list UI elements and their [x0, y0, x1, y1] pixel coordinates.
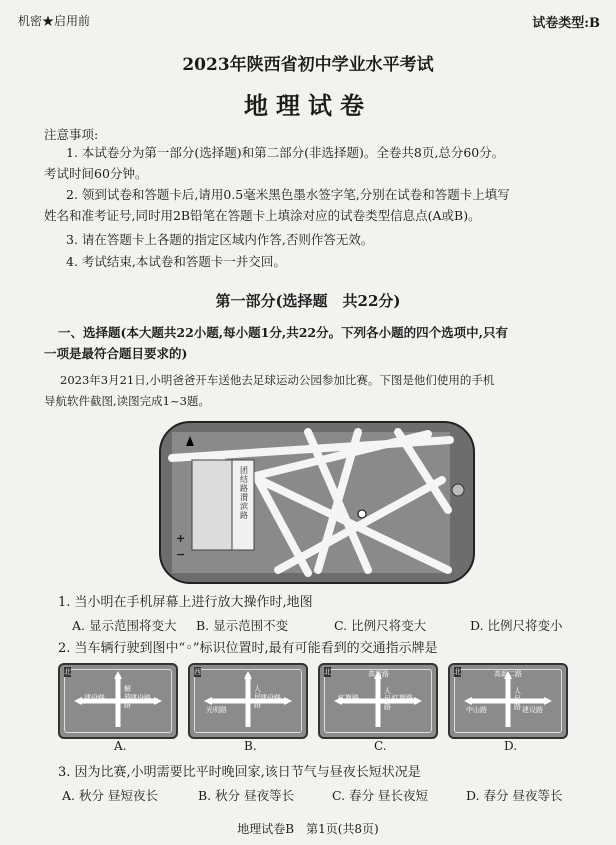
vehicle-marker-icon: [358, 510, 366, 518]
traffic-sign-b: 西 光明路 建设路 人民路: [188, 663, 308, 739]
traffic-sign-c: 北 高新路 红旗路 红旗路 人民路: [318, 663, 438, 739]
home-button-icon: [452, 484, 464, 496]
option-c: C. 春分 昼长夜短: [332, 788, 429, 803]
traffic-signs: [0, 663, 616, 753]
option-c: C. 比例尺将变大: [334, 618, 427, 633]
sign-letter: A.: [114, 739, 127, 753]
context-text: 2023年3月21日,小明爸爸开车送他去足球运动公园参加比赛。下图是他们使用的手机: [60, 373, 495, 387]
question-stem: 1. 当小明在手机屏幕上进行放大操作时,地图: [58, 595, 313, 610]
traffic-sign-a: 北 建设路 建设路 解放路: [58, 663, 178, 739]
notice-item: 1. 本试卷分为第一部分(选择题)和第二部分(非选择题)。全卷共8页,总分60分。: [66, 145, 505, 160]
sign-letter: B.: [244, 739, 257, 753]
subject-title: 地理试卷: [244, 91, 372, 120]
section-title: 第一部分(选择题 共22分): [215, 292, 401, 310]
option-b: B. 秋分 昼夜等长: [198, 788, 295, 803]
question-stem: 3. 因为比赛,小明需要比平时晚回家,该日节气与昼夜长短状况是: [58, 765, 421, 780]
option-d: D. 比例尺将变小: [470, 618, 563, 633]
notice-item: 姓名和准考证号,同时用2B铅笔在答题卡上填涂对应的试卷类型信息点(A或B)。: [44, 208, 481, 223]
context-text: 导航软件截图,读图完成1~3题。: [44, 394, 210, 408]
notice-item: 考试时间60分钟。: [44, 166, 148, 181]
zoom-out-icon: −: [176, 548, 186, 561]
notice-item: 4. 考试结束,本试卷和答题卡一并交回。: [66, 254, 286, 269]
exam-title: 2023年陕西省初中学业水平考试: [182, 55, 434, 75]
traffic-sign-d: 北 高新二路 中山路 建设路 人民路: [448, 663, 568, 739]
road-label: 团结路渭滨路: [240, 466, 248, 520]
option-b: B. 显示范围不变: [196, 618, 289, 633]
notice-item: 2. 领到试卷和答题卡后,请用0.5毫米黑色墨水签字笔,分别在试卷和答题卡上填写: [66, 187, 510, 202]
notice-heading: 注意事项:: [44, 127, 99, 142]
navigation-map-figure: [158, 420, 476, 585]
zoom-in-icon: +: [176, 532, 186, 545]
option-a: A. 秋分 昼短夜长: [62, 788, 158, 803]
notice-item: 3. 请在答题卡上各题的指定区域内作答,否则作答无效。: [66, 232, 374, 247]
question-stem: 2. 当车辆行驶到图中“◦”标识位置时,最有可能看到的交通指示牌是: [58, 641, 438, 656]
phone-map-svg: [158, 420, 476, 585]
page-footer: 地理试卷B 第1页(共8页): [237, 822, 379, 836]
option-d: D. 春分 昼夜等长: [466, 788, 563, 803]
section-instruction: 一、选择题(本大题共22小题,每小题1分,共22分。下列各小题的四个选项中,只有: [58, 325, 508, 340]
confidential-label: 机密★启用前: [18, 14, 91, 28]
section-instruction: 一项是最符合题目要求的): [44, 346, 188, 361]
sign-letter: C.: [374, 739, 387, 753]
sign-letter: D.: [504, 739, 518, 753]
paper-type-label: 试卷类型:B: [532, 16, 600, 31]
option-a: A. 显示范围将变大: [72, 618, 177, 633]
